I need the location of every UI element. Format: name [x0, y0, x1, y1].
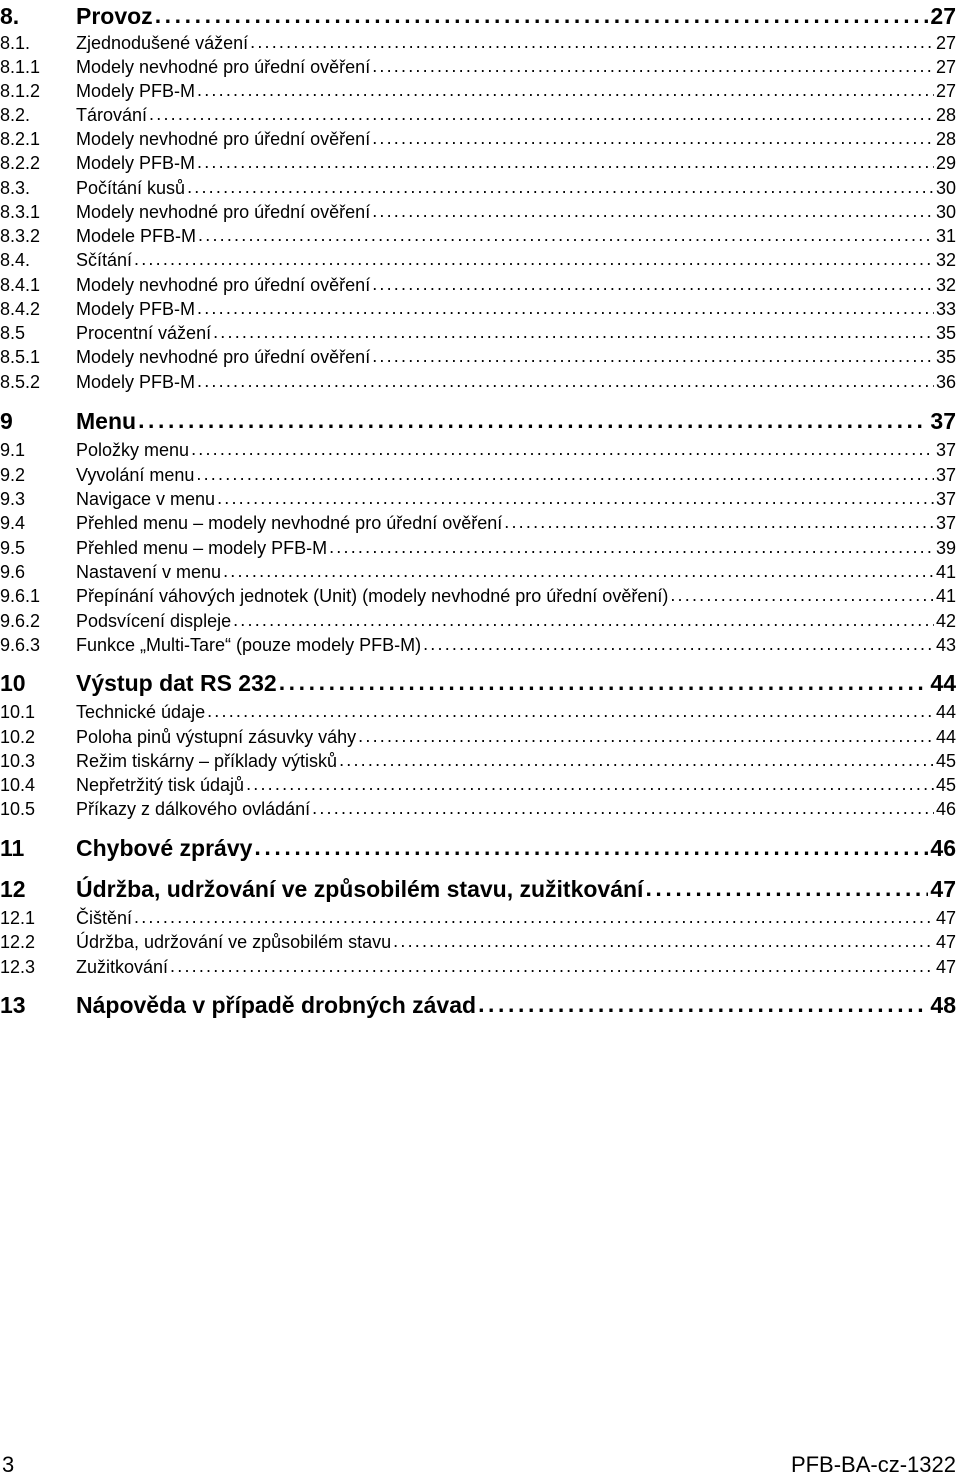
- toc-entry-page: 32: [935, 275, 956, 295]
- toc-dot-leader: [423, 634, 934, 656]
- toc-entry-title: Tárování: [76, 105, 148, 125]
- toc-section-entry[interactable]: [0, 628, 960, 656]
- toc-entry-page: 47: [930, 876, 956, 902]
- toc-entry-number: 9.5: [0, 538, 26, 558]
- toc-entry-number: 8.1.1: [0, 57, 41, 77]
- toc-chapter-entry[interactable]: [0, 873, 960, 903]
- toc-entry-title: Zužitkování: [76, 957, 169, 977]
- toc-entry-title: Zjednodušené vážení: [76, 33, 249, 53]
- toc-entry-page: 31: [935, 226, 956, 246]
- toc-entry-number: 8.2.: [0, 105, 31, 125]
- toc-entry-page: 27: [930, 3, 956, 29]
- toc-entry-number: 10.2: [0, 727, 36, 747]
- toc-section-entry[interactable]: [0, 340, 960, 368]
- toc-entry-number: 8.1.2: [0, 81, 41, 101]
- toc-entry-title: Příkazy z dálkového ovládání: [76, 799, 311, 819]
- toc-dot-leader: [478, 991, 928, 1019]
- toc-entry-page: 46: [930, 835, 956, 861]
- toc-entry-page: 42: [935, 611, 956, 631]
- toc-entry-title: Modele PFB-M: [76, 226, 197, 246]
- toc-entry-page: 45: [935, 751, 956, 771]
- toc-entry-number: 8.4.2: [0, 299, 41, 319]
- toc-dot-leader: [170, 956, 934, 978]
- toc-chapter-entry[interactable]: [0, 667, 960, 697]
- toc-entry-page: 33: [935, 299, 956, 319]
- toc-dot-leader: [312, 798, 934, 820]
- toc-entry-page: 27: [935, 81, 956, 101]
- toc-entry-number: 8.5.2: [0, 372, 41, 392]
- toc-entry-page: 37: [930, 408, 956, 434]
- toc-entry-title: Poloha pinů výstupní zásuvky váhy: [76, 727, 357, 747]
- toc-entry-title: Modely nevhodné pro úřední ověření: [76, 57, 371, 77]
- toc-entry-number: 9.1: [0, 440, 26, 460]
- toc-entry-title: Čištění: [76, 908, 133, 928]
- toc-entry-title: Údržba, udržování ve způsobilém stavu: [76, 932, 392, 952]
- toc-entry-number: 8.2.2: [0, 153, 41, 173]
- toc-entry-title: Nápověda v případě drobných závad: [76, 992, 477, 1018]
- toc-entry-page: 35: [935, 323, 956, 343]
- toc-entry-number: 9.6.2: [0, 611, 41, 631]
- toc-section-entry[interactable]: [0, 146, 960, 174]
- toc-entry-page: 32: [935, 250, 956, 270]
- toc-entry-page: 44: [935, 702, 956, 722]
- toc-entry-title: Modely nevhodné pro úřední ověření: [76, 275, 371, 295]
- toc-section-entry[interactable]: [0, 792, 960, 820]
- toc-entry-page: 30: [935, 202, 956, 222]
- toc-entry-page: 47: [935, 932, 956, 952]
- toc-section-entry[interactable]: [0, 950, 960, 978]
- toc-entry-page: 35: [935, 347, 956, 367]
- page-footer: [0, 1450, 960, 1480]
- toc-entry-number: 8.5.1: [0, 347, 41, 367]
- toc-entry-number: 8.5: [0, 323, 26, 343]
- toc-entry-number: 8.1.: [0, 33, 31, 53]
- toc-entry-page: 37: [935, 513, 956, 533]
- toc-entry-page: 48: [930, 992, 956, 1018]
- toc-entry-number: 8.3.1: [0, 202, 41, 222]
- toc-entry-number: 12.2: [0, 932, 36, 952]
- toc-entry-number: 12.1: [0, 908, 36, 928]
- toc-entry-title: Přepínání váhových jednotek (Unit) (modely nevhodné pro úřední ověření): [76, 586, 669, 606]
- toc-entry-page: 41: [935, 562, 956, 582]
- toc-entry-number: 9.3: [0, 489, 26, 509]
- toc-entry-title: Nepřetržitý tisk údajů: [76, 775, 245, 795]
- toc-entry-page: 37: [935, 465, 956, 485]
- toc-section-entry[interactable]: [0, 365, 960, 393]
- toc-entry-title: Sčítání: [76, 250, 133, 270]
- toc-entry-page: 47: [935, 957, 956, 977]
- toc-entry-number: 9.6.3: [0, 635, 41, 655]
- toc-entry-page: 45: [935, 775, 956, 795]
- toc-entry-page: 43: [935, 635, 956, 655]
- toc-entry-title: Provoz: [76, 3, 153, 29]
- toc-entry-number: 10: [0, 670, 26, 696]
- toc-entry-title: Položky menu: [76, 440, 190, 460]
- toc-entry-page: 27: [935, 33, 956, 53]
- toc-entry-title: Výstup dat RS 232: [76, 670, 277, 696]
- toc-entry-number: 8.4.1: [0, 275, 41, 295]
- toc-entry-number: 10.4: [0, 775, 36, 795]
- toc-entry-title: Počítání kusů: [76, 178, 186, 198]
- toc-section-entry[interactable]: [0, 695, 960, 723]
- toc-entry-title: Chybové zprávy: [76, 835, 253, 861]
- toc-entry-number: 9: [0, 408, 13, 434]
- toc-entry-title: Modely PFB-M: [76, 299, 196, 319]
- toc-entry-title: Navigace v menu: [76, 489, 216, 509]
- toc-dot-leader: [138, 407, 928, 435]
- toc-entry-number: 8.3.2: [0, 226, 41, 246]
- toc-entry-title: Vyvolání menu: [76, 465, 195, 485]
- toc-entry-page: 41: [935, 586, 956, 606]
- toc-dot-leader: [645, 875, 928, 903]
- footer-page-number: 3: [2, 1452, 15, 1477]
- toc-entry-number: 12.3: [0, 957, 36, 977]
- toc-entry-page: 44: [930, 670, 956, 696]
- toc-chapter-entry[interactable]: [0, 405, 960, 435]
- toc-section-entry[interactable]: [0, 243, 960, 271]
- toc-entry-number: 10.3: [0, 751, 36, 771]
- toc-entry-title: Podsvícení displeje: [76, 611, 232, 631]
- toc-entry-page: 44: [935, 727, 956, 747]
- toc-chapter-entry[interactable]: [0, 832, 960, 862]
- toc-entry-number: 10.1: [0, 702, 36, 722]
- toc-entry-page: 36: [935, 372, 956, 392]
- toc-entry-number: 8.3.: [0, 178, 31, 198]
- toc-entry-number: 9.6.1: [0, 586, 41, 606]
- toc-entry-title: Funkce „Multi-Tare“ (pouze modely PFB-M): [76, 635, 422, 655]
- toc-entry-title: Technické údaje: [76, 702, 206, 722]
- toc-entry-page: 47: [935, 908, 956, 928]
- toc-section-entry[interactable]: [0, 579, 960, 607]
- toc-entry-number: 8.: [0, 3, 20, 29]
- toc-dot-leader: [197, 371, 934, 393]
- toc-entry-title: Modely nevhodné pro úřední ověření: [76, 347, 371, 367]
- toc-section-entry[interactable]: [0, 506, 960, 534]
- toc-entry-page: 39: [935, 538, 956, 558]
- toc-entry-page: 29: [935, 153, 956, 173]
- toc-entry-title: Modely PFB-M: [76, 372, 196, 392]
- toc-entry-title: Menu: [76, 408, 137, 434]
- toc-entry-page: 28: [935, 105, 956, 125]
- toc-entry-number: 9.6: [0, 562, 26, 582]
- toc-section-entry[interactable]: [0, 925, 960, 953]
- toc-entry-page: 30: [935, 178, 956, 198]
- toc-entry-page: 27: [935, 57, 956, 77]
- toc-entry-title: Režim tiskárny – příklady výtisků: [76, 751, 338, 771]
- toc-entry-number: 13: [0, 992, 26, 1018]
- toc-entry-title: Nastavení v menu: [76, 562, 222, 582]
- toc-entry-number: 12: [0, 876, 26, 902]
- toc-entry-title: Údržba, udržování ve způsobilém stavu, zužitkování: [76, 876, 644, 902]
- toc-entry-number: 8.4.: [0, 250, 31, 270]
- toc-entry-title: Procentní vážení: [76, 323, 212, 343]
- toc-dot-leader: [254, 834, 928, 862]
- toc-entry-number: 11: [0, 835, 25, 861]
- toc-dot-leader: [279, 669, 929, 697]
- toc-entry-title: Modely nevhodné pro úřední ověření: [76, 202, 371, 222]
- toc-entry-page: 46: [935, 799, 956, 819]
- toc-entry-number: 9.2: [0, 465, 26, 485]
- toc-entry-number: 8.2.1: [0, 129, 41, 149]
- toc-entry-page: 28: [935, 129, 956, 149]
- toc-section-entry[interactable]: [0, 433, 960, 461]
- toc-chapter-entry[interactable]: [0, 989, 960, 1019]
- toc-entry-number: 10.5: [0, 799, 36, 819]
- toc-entry-page: 37: [935, 489, 956, 509]
- toc-entry-title: Modely PFB-M: [76, 153, 196, 173]
- toc-entry-page: 37: [935, 440, 956, 460]
- toc-entry-title: Přehled menu – modely nevhodné pro úřední ověření: [76, 513, 503, 533]
- toc-entry-number: 9.4: [0, 513, 26, 533]
- toc-entry-title: Modely nevhodné pro úřední ověření: [76, 129, 371, 149]
- footer-document-code: PFB-BA-cz-1322: [790, 1452, 956, 1477]
- toc-entry-title: Modely PFB-M: [76, 81, 196, 101]
- toc-entry-title: Přehled menu – modely PFB-M: [76, 538, 328, 558]
